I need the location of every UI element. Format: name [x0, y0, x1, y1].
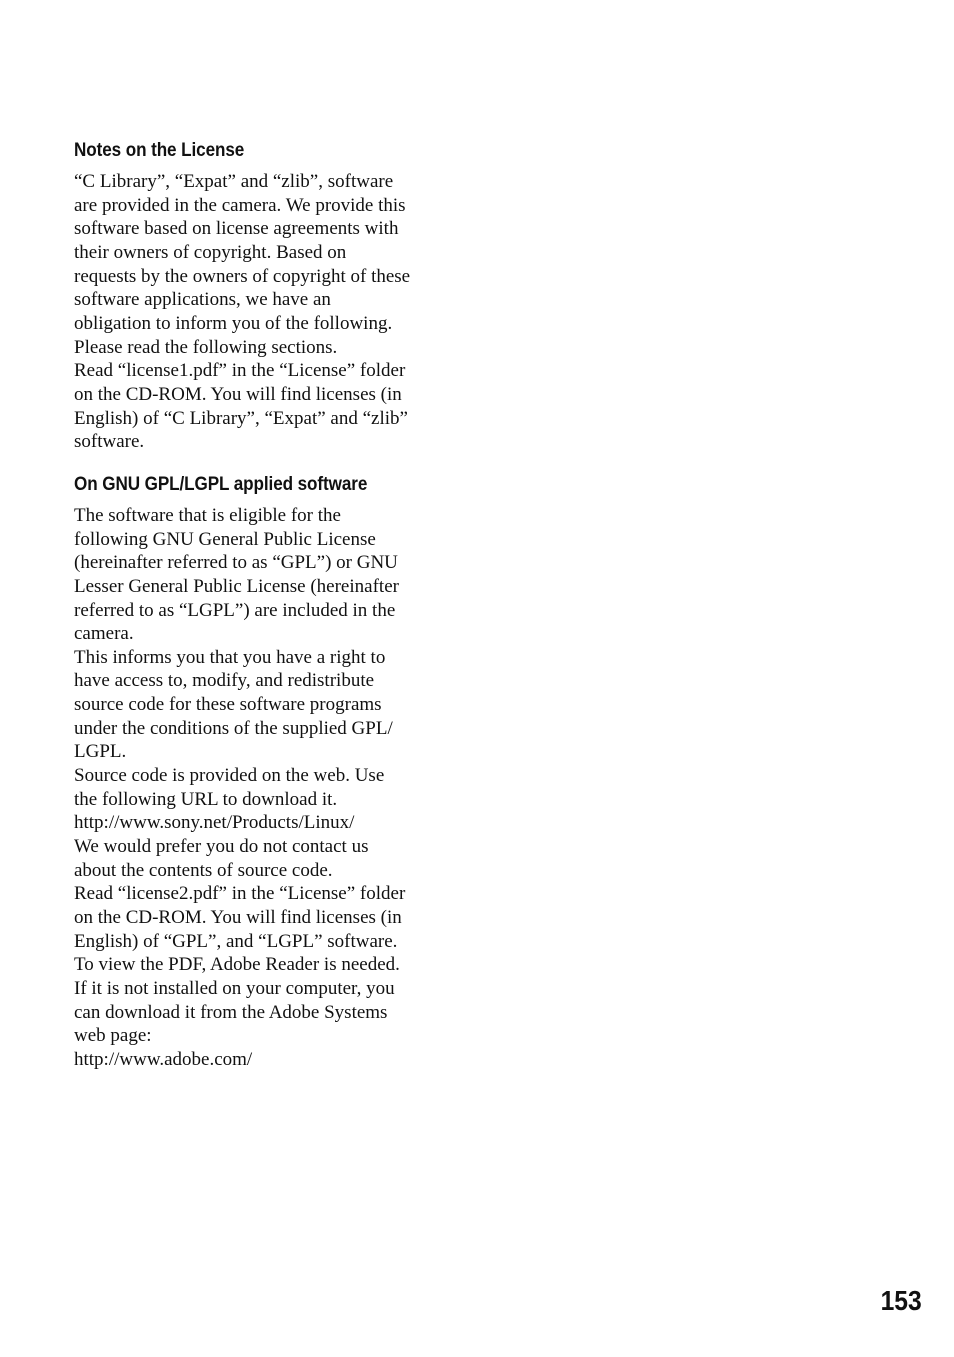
body-line: on the CD-ROM. You will find licenses (in — [74, 907, 402, 929]
body-line: following GNU General Public License — [74, 528, 376, 550]
body-line: We would prefer you do not contact us — [74, 836, 369, 858]
body-line: the following URL to download it. — [74, 788, 338, 810]
body-line: The software that is eligible for the — [74, 504, 341, 526]
section-body — [74, 504, 446, 1072]
body-line: If it is not installed on your computer, you — [74, 978, 395, 999]
page-number: 153 — [880, 1285, 922, 1316]
body-line: software based on license agreements with — [74, 218, 399, 240]
body-line: source code for these software programs — [74, 694, 382, 716]
body-line: “C Library”, “Expat” and “zlib”, software — [74, 171, 394, 192]
body-line: English) of “GPL”, and “LGPL” software. — [74, 930, 398, 952]
body-line: (hereinafter referred to as “GPL”) or GNU — [74, 552, 398, 574]
body-line: Source code is provided on the web. Use — [74, 765, 385, 787]
body-line: have access to, modify, and redistribute — [74, 670, 375, 692]
body-line: Lesser General Public License (hereinafter — [74, 575, 399, 597]
section-heading: On GNU GPL/LGPL applied software — [74, 473, 368, 495]
body-line: referred to as “LGPL”) are included in the — [74, 599, 396, 621]
body-line: about the contents of source code. — [74, 859, 333, 881]
body-line: are provided in the camera. We provide this — [74, 194, 406, 216]
body-line: web page: — [74, 1025, 152, 1047]
body-line: their owners of copyright. Based on — [74, 241, 347, 263]
url-sony-linux: http://www.sony.net/Products/Linux/ — [74, 812, 355, 834]
body-line: on the CD-ROM. You will find licenses (in — [74, 383, 402, 405]
body-line: Please read the following sections. — [74, 336, 338, 358]
body-line: under the conditions of the supplied GPL/ — [74, 717, 393, 739]
body-line: requests by the owners of copyright of these — [74, 265, 411, 287]
body-line: can download it from the Adobe Systems — [74, 1001, 388, 1023]
body-line: LGPL. — [74, 741, 127, 763]
section-body — [74, 170, 446, 454]
main-column — [74, 138, 446, 1072]
body-line: Read “license1.pdf” in the “License” folder — [74, 360, 406, 382]
body-line: To view the PDF, Adobe Reader is needed. — [74, 954, 400, 976]
body-line: camera. — [74, 623, 134, 645]
section-notes-on-license — [74, 138, 446, 454]
url-adobe: http://www.adobe.com/ — [74, 1048, 253, 1070]
body-line: obligation to inform you of the following. — [74, 312, 393, 334]
body-line: software. — [74, 431, 145, 453]
section-heading: Notes on the License — [74, 140, 245, 161]
body-line: English) of “C Library”, “Expat” and “zlib” — [74, 407, 408, 429]
section-gnu-gpl-lgpl — [74, 472, 446, 1072]
body-line: Read “license2.pdf” in the “License” folder — [74, 883, 406, 905]
body-line: software applications, we have an — [74, 289, 331, 311]
body-line: This informs you that you have a right to — [74, 646, 386, 668]
